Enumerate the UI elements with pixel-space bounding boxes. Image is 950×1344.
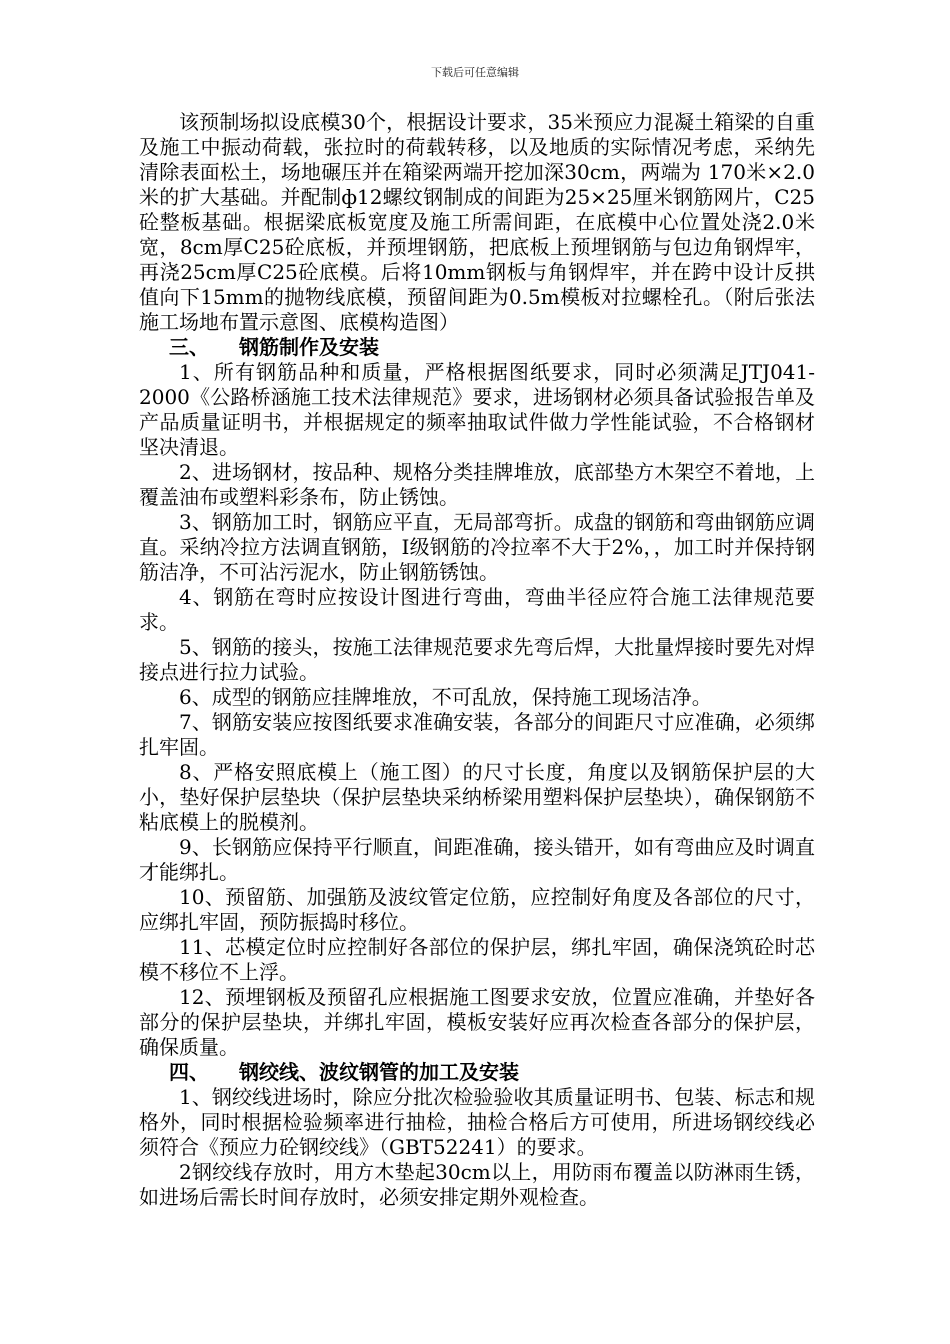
paragraph: 2钢绞线存放时，用方木垫起30cm以上，用防雨布覆盖以防淋雨生锈，如进场后需长时间存放时，必须安排定期外观检查。 (139, 1160, 815, 1209)
paragraph: 10、预留筋、加强筋及波纹管定位筋，应控制好角度及各部位的尺寸，应绑扎牢固，预防振捣时移位。 (139, 885, 815, 934)
section-number: 四、 (169, 1060, 209, 1084)
section-number: 三、 (169, 335, 209, 359)
section-title: 钢筋制作及安装 (239, 335, 379, 359)
page-header: 下载后可任意编辑 (431, 66, 519, 79)
section-heading (139, 1060, 815, 1085)
paragraph: 该预制场拟设底模30个，根据设计要求，35米预应力混凝土箱梁的自重及施工中振动荷载，张拉时的荷载转移，以及地质的实际情况考虑，采纳先清除表面松土，场地碾压并在箱梁两端开挖加深30cm，两端为 170米×2.0米的扩大基础。并配制ф12螺纹钢制成的间距为25×25厘米钢筋网片，C25砼整板基础。根据梁底板宽度及施工所需间距，在底模中心位置处浇2.0米宽，8cm厚C25砼底板，并预埋钢筋，把底板上预埋钢筋与包边角钢焊牢，再浇25cm厚C25砼底模。后将10mm钢板与角钢焊牢，并在跨中设计反拱值向下15mm的抛物线底模，预留间距为0.5m模板对拉螺栓孔。（附后张法施工场地布置示意图、底模构造图） (139, 110, 815, 334)
section-heading (139, 335, 815, 360)
document-body (139, 110, 815, 1210)
paragraph: 11、芯模定位时应控制好各部位的保护层，绑扎牢固，确保浇筑砼时芯模不移位不上浮。 (139, 935, 815, 984)
paragraph: 4、钢筋在弯时应按设计图进行弯曲，弯曲半径应符合施工法律规范要求。 (139, 585, 815, 634)
paragraph: 8、严格安照底模上（施工图）的尺寸长度，角度以及钢筋保护层的大小，垫好保护层垫块（保护层垫块采纳桥梁用塑料保护层垫块），确保钢筋不粘底模上的脱模剂。 (139, 760, 815, 834)
section-title: 钢绞线、波纹钢管的加工及安装 (239, 1060, 519, 1084)
paragraph: 2、进场钢材，按品种、规格分类挂牌堆放，底部垫方木架空不着地，上覆盖油布或塑料彩条布，防止锈蚀。 (139, 460, 815, 509)
paragraph: 12、预埋钢板及预留孔应根据施工图要求安放，位置应准确，并垫好各部分的保护层垫块，并绑扎牢固，模板安装好应再次检查各部分的保护层，确保质量。 (139, 985, 815, 1059)
paragraph: 7、钢筋安装应按图纸要求准确安装，各部分的间距尺寸应准确，必须绑扎牢固。 (139, 710, 815, 759)
paragraph: 3、钢筋加工时，钢筋应平直，无局部弯折。成盘的钢筋和弯曲钢筋应调直。采纳冷拉方法调直钢筋，Ⅰ级钢筋的冷拉率不大于2%，，加工时并保持钢筋洁净，不可沾污泥水，防止钢筋锈蚀。 (139, 510, 815, 584)
paragraph: 5、钢筋的接头，按施工法律规范要求先弯后焊，大批量焊接时要先对焊接点进行拉力试验。 (139, 635, 815, 684)
paragraph: 9、长钢筋应保持平行顺直，间距准确，接头错开，如有弯曲应及时调直才能绑扎。 (139, 835, 815, 884)
paragraph: 1、所有钢筋品种和质量，严格根据图纸要求，同时必须满足JTJ041-2000《公路桥涵施工技术法律规范》要求，进场钢材必须具备试验报告单及产品质量证明书，并根据规定的频率抽取试件做力学性能试验，不合格钢材坚决清退。 (139, 360, 815, 459)
paragraph: 6、成型的钢筋应挂牌堆放，不可乱放，保持施工现场洁净。 (179, 685, 712, 709)
paragraph: 1、钢绞线进场时，除应分批次检验验收其质量证明书、包装、标志和规格外，同时根据检验频率进行抽检，抽检合格后方可使用，所进场钢绞线必须符合《预应力砼钢绞线》（GBT52241）的要求。 (139, 1085, 815, 1159)
